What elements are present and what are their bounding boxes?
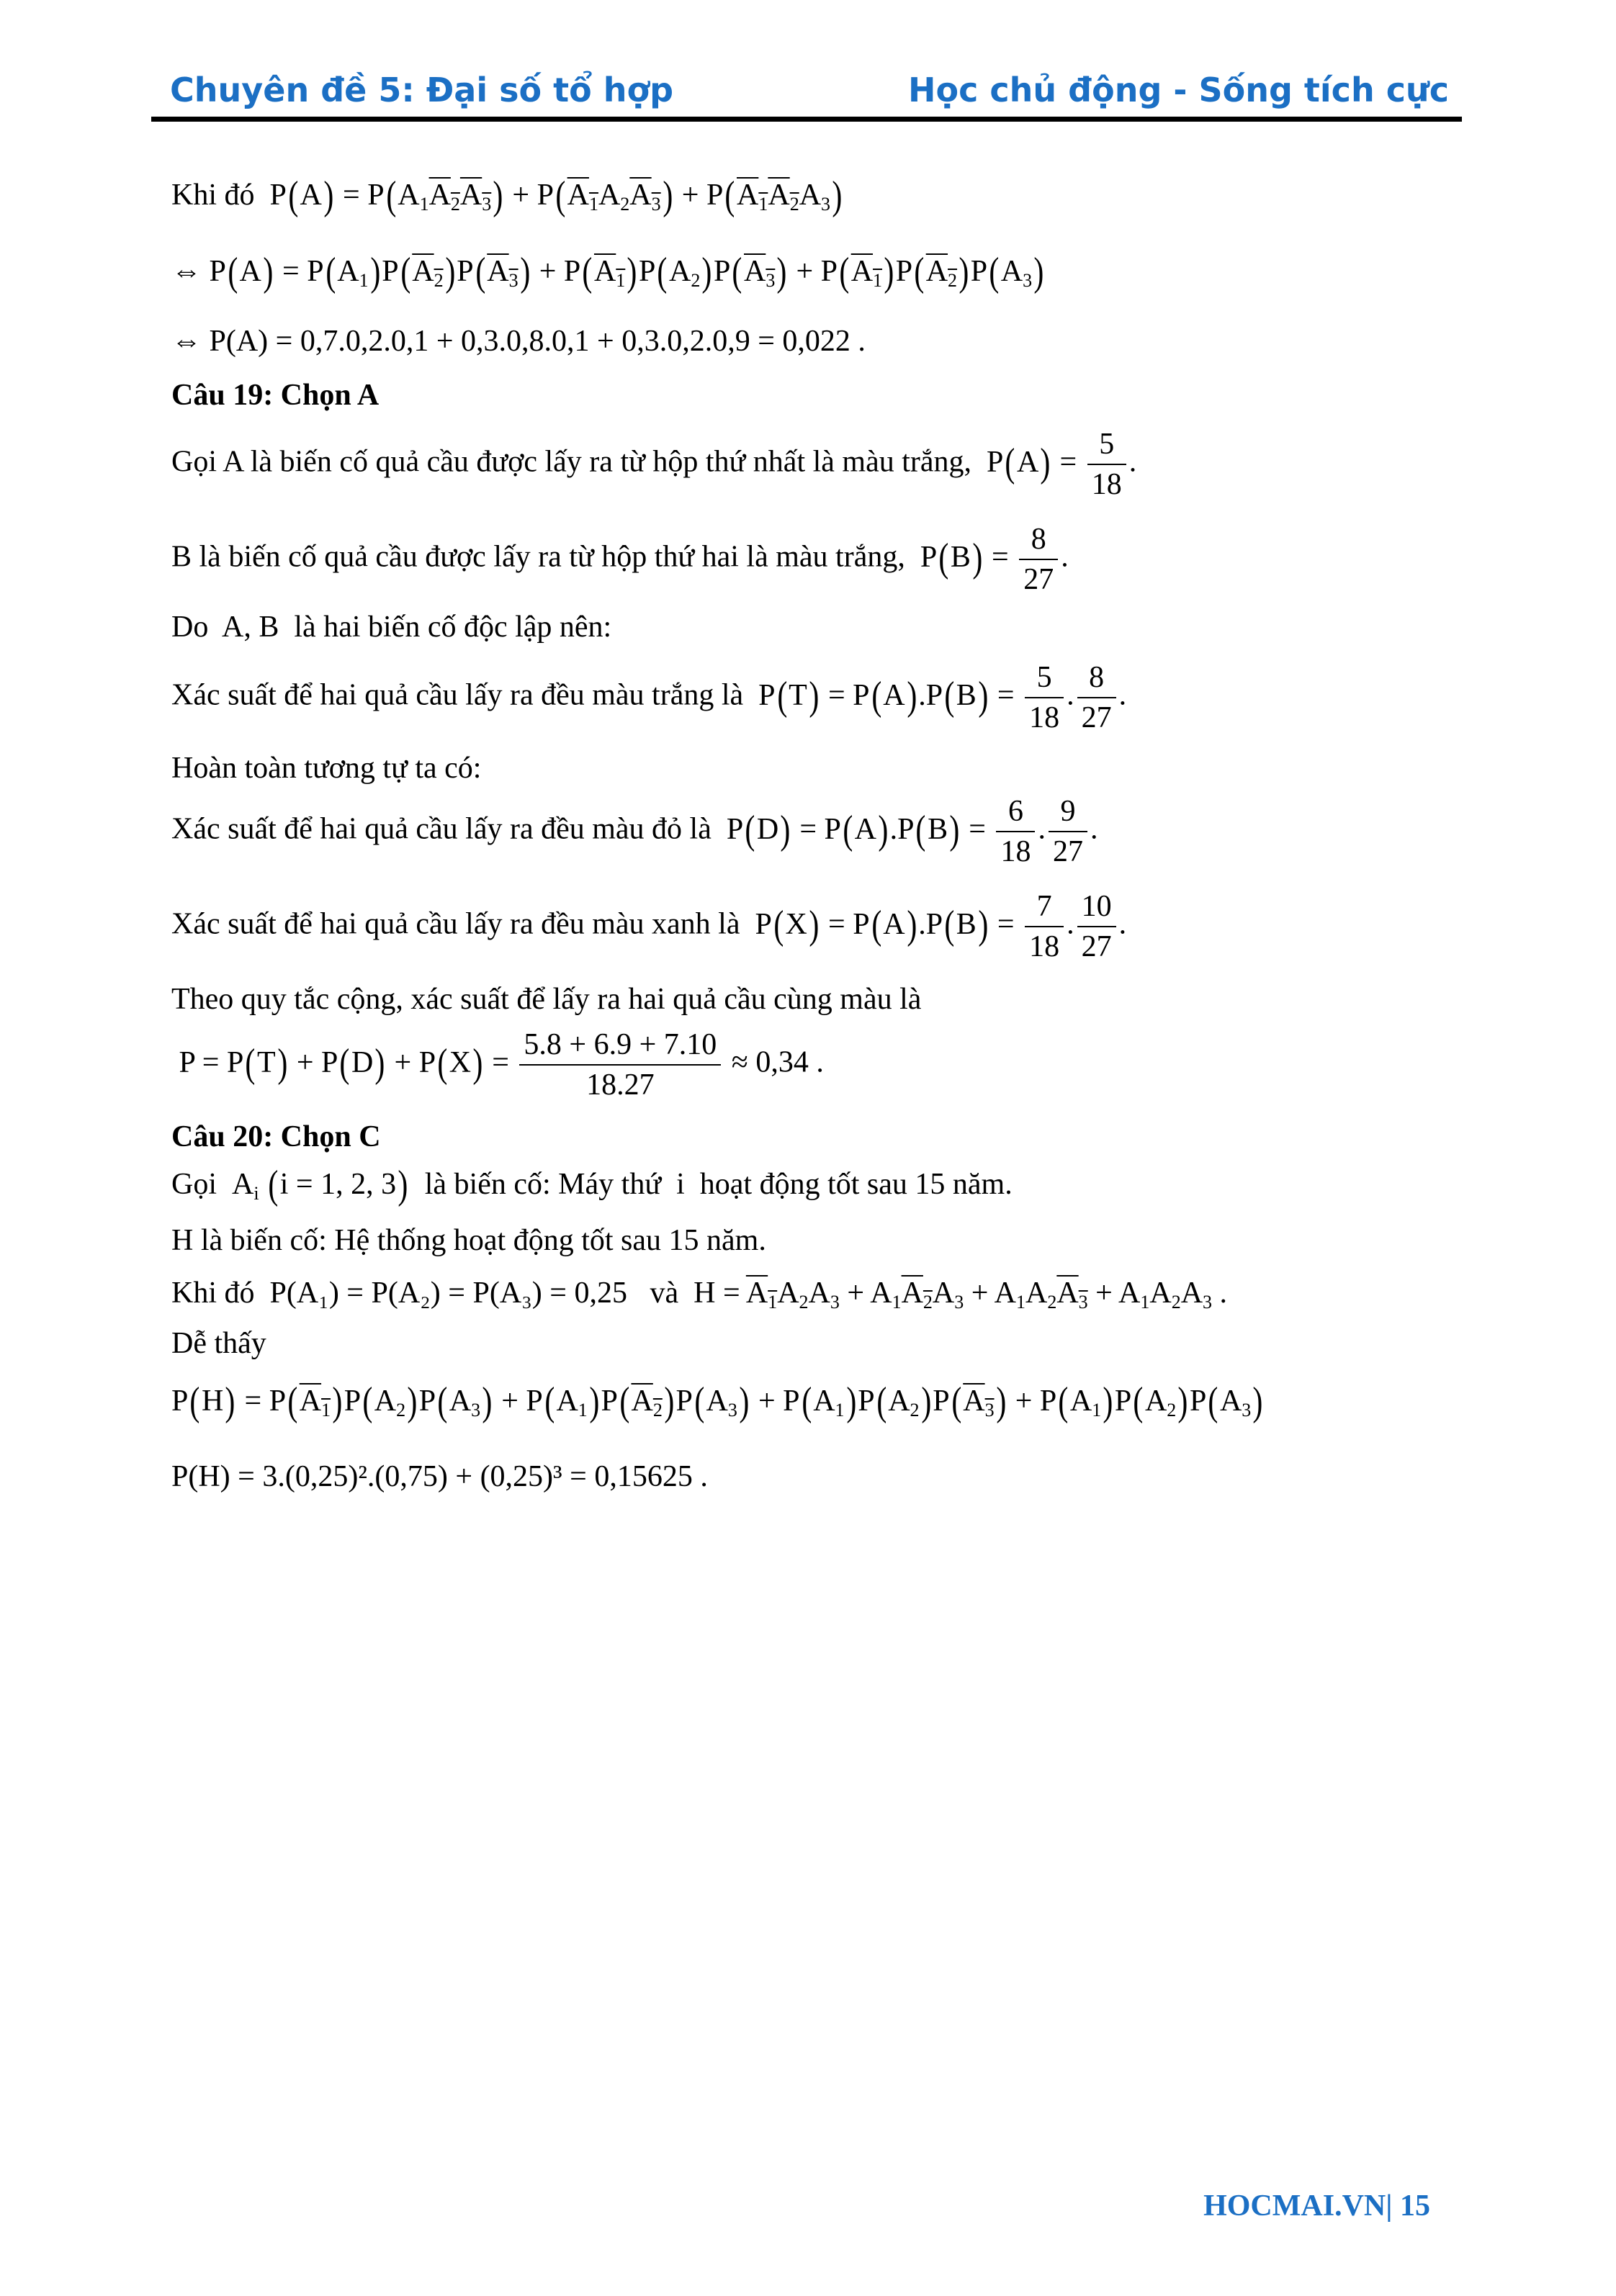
q19-line-1: Gọi A là biến cố quả cầu được lấy ra từ hộp thứ nhất là màu trắng, P(A) = $\frac{5}{18}$ . — [171, 428, 1137, 501]
q19-line-2: B là biến cố quả cầu được lấy ra từ hộp thứ hai là màu trắng, P(B) = $\frac{8}{27}$ . — [171, 523, 1069, 596]
header-title-left: Chuyên đề 5: Đại số tổ hợp — [170, 71, 674, 109]
q18-formula-line-1: Khi đó $P(A) = P(A_1A_2A_3) + P(A_1A_2A_3) + P(A_1A_2A_3)$ — [171, 174, 843, 218]
q20-line-1: Gọi $A_i$ (i = 1, 2, 3) là biến cố: Máy thứ i hoạt động tốt sau 15 năm. — [171, 1163, 1013, 1207]
footer-site[interactable]: HOCMAI.VN — [1203, 2189, 1386, 2223]
q20-line-4: Dễ thấy — [171, 1327, 266, 1360]
q20-line-3: Khi đó P(A₁) = P(A₂) = P(A₃) = 0,25 và $H = A_1A_2A_3 + A_1A_2A_3 + A_1A_2A_3 + A_1A_2A_3$ . — [171, 1277, 1228, 1313]
q19-line-8: Theo quy tắc cộng, xác suất để lấy ra hai quả cầu cùng màu là — [171, 983, 922, 1016]
q19-line-3: Do A, B là hai biến cố độc lập nên: — [171, 611, 612, 644]
q18-formula-line-2: ⇔ $P(A) = P(A_1)P(A_2)P(A_3) + P(A_1)P(A_2)P(A_3) + P(A_1)P(A_2)P(A_3)$ — [171, 250, 1044, 294]
q19-line-7: Xác suất để hai quả cầu lấy ra đều màu xanh là P(X) = P(A).P(B) = $\frac{7}{18}$ . $\frac{10}{27}$ . — [171, 890, 1127, 963]
q18-result-line: ⇔ P(A) = 0,7.0,2.0,1 + 0,3.0,8.0,1 + 0,3.0,2.0,9 = 0,022 . — [171, 325, 866, 358]
q20-final-line: P(H) = 3.(0,25)².(0,75) + (0,25)³ = 0,15625 . — [171, 1460, 708, 1493]
q19-heading: Câu 19: Chọn A — [171, 379, 380, 412]
q20-heading: Câu 20: Chọn C — [171, 1120, 381, 1153]
q20-formula-line: $P(H) = P(A_1)P(A_2)P(A_3) + P(A_1)P(A_2)P(A_3) + P(A_1)P(A_2)P(A_3) + P(A_1)P(A_2)P(A_3)$ — [171, 1379, 1263, 1424]
header-divider — [151, 117, 1462, 122]
q19-line-4: Xác suất để hai quả cầu lấy ra đều màu trắng là P(T) = P(A).P(B) = $\frac{5}{18}$ . $\frac{8}{27}$ . — [171, 661, 1127, 734]
q19-line-5: Hoàn toàn tương tự ta có: — [171, 752, 482, 785]
q19-line-6: Xác suất để hai quả cầu lấy ra đều màu đỏ là P(D) = P(A).P(B) = $\frac{6}{18}$ . $\frac{9}{27}$ . — [171, 795, 1098, 868]
q19-final-formula: P = P(T) + P(D) + P(X) = $\frac{5.8 + 6.9 + 7.10}{18.27}$ ≈ 0,34 . — [171, 1028, 824, 1102]
footer-page-number: HOCMAI.VN| 15 — [1203, 2189, 1430, 2223]
header-title-right: Học chủ động - Sống tích cực — [908, 71, 1449, 109]
q20-line-2: H là biến cố: Hệ thống hoạt động tốt sau 15 năm. — [171, 1224, 766, 1257]
